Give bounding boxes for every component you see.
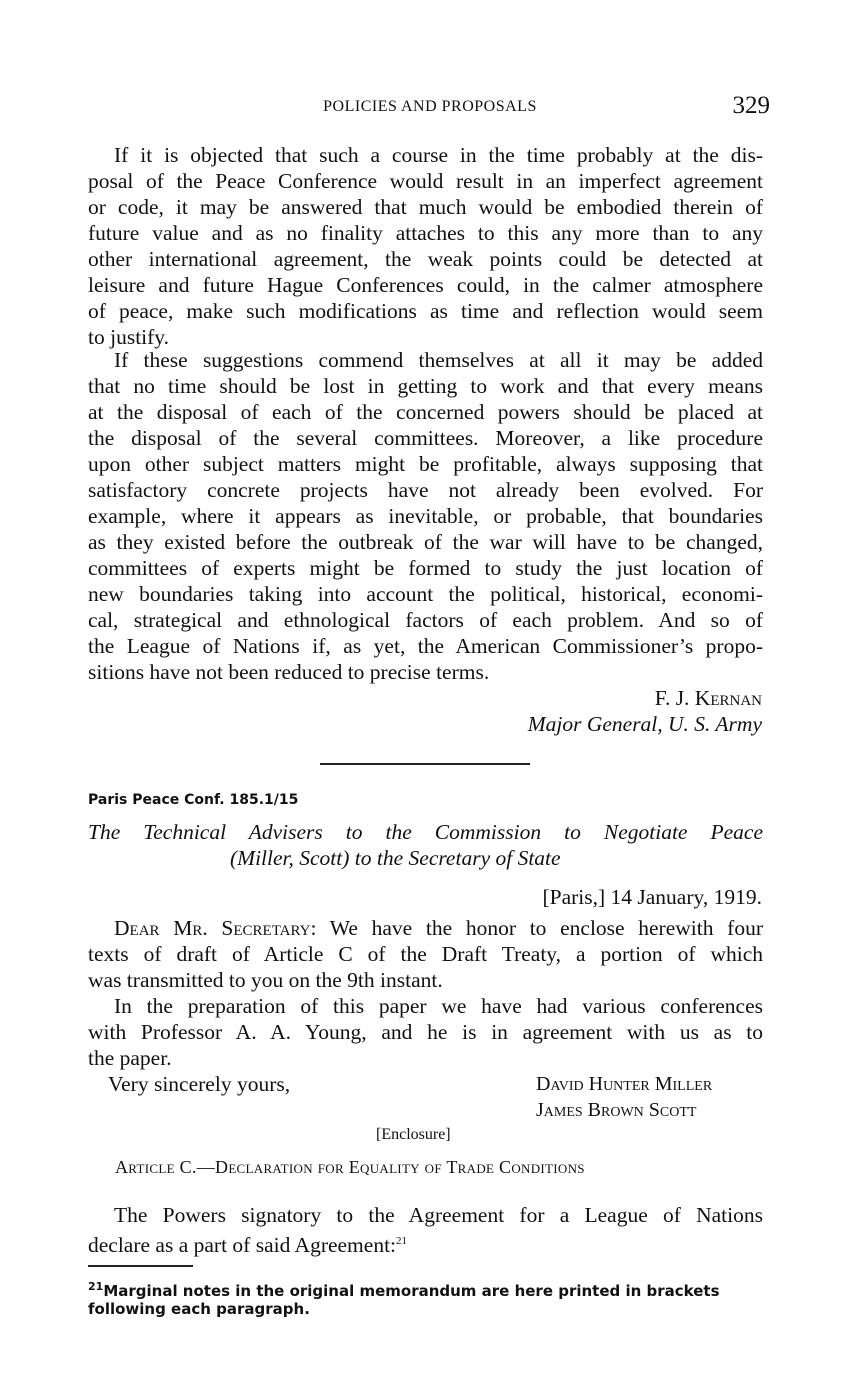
page-number: 329: [732, 92, 770, 119]
text-line: at the disposal of each of the concerned powers should be placed at: [88, 400, 763, 424]
text-line: of peace, make such modifications as time and reflection would seem: [88, 299, 763, 323]
footnote-text: Marginal notes in the original memorandum are here printed in brackets following each paragraph.: [88, 1282, 720, 1318]
footnote-marker: 21: [88, 1280, 104, 1293]
text-line: the paper.: [88, 1046, 172, 1070]
text-line: as they existed before the outbreak of the war will have to be changed,: [88, 530, 763, 554]
document-title-line-2: (Miller, Scott) to the Secretary of State: [230, 846, 561, 870]
letter-closing: Very sincerely yours,: [108, 1072, 291, 1096]
article-text: [88, 1202, 763, 1258]
paragraph-2: [88, 347, 763, 685]
text-line: If these suggestions commend themselves at all it may be added: [114, 348, 763, 372]
letter-paragraph-1: [88, 915, 763, 993]
text-line: to justify.: [88, 325, 170, 349]
text-line: leisure and future Hague Conferences could, in the calmer atmosphere: [88, 273, 763, 297]
text-line: If it is objected that such a course in the time probably at the dis-: [114, 143, 763, 167]
salutation: Dear Mr. Secretary:: [114, 916, 317, 940]
footnote-reference: 21: [396, 1235, 408, 1247]
signer-2: James Brown Scott: [536, 1099, 697, 1121]
footnote: [88, 1278, 763, 1318]
text-line: upon other subject matters might be profitable, always supposing that: [88, 452, 763, 476]
text-line: was transmitted to you on the 9th instant.: [88, 968, 443, 992]
text-line: with Professor A. A. Young, and he is in agreement with us as to: [88, 1020, 763, 1044]
signature-name: F. J. Kernan: [654, 686, 762, 710]
signer-1: David Hunter Miller: [536, 1073, 713, 1095]
text-line: example, where it appears as inevitable, or probable, that boundaries: [88, 504, 763, 528]
section-divider: [320, 763, 530, 765]
text-line: [88, 1228, 763, 1258]
text-line: cal, strategical and ethnological factors of each problem. And so of: [88, 608, 763, 632]
article-title: Article C.—Declaration for Equality of Trade Conditions: [115, 1157, 585, 1177]
text-line: or code, it may be answered that much would be embodied therein of: [88, 195, 763, 219]
text-line: In the preparation of this paper we have had various conferences: [114, 994, 763, 1018]
article-text-end: declare as a part of said Agreement:: [88, 1233, 397, 1258]
footnote-divider: [88, 1265, 193, 1267]
text-line: committees of experts might be formed to study the just location of: [88, 556, 763, 580]
text-line: sitions have not been reduced to precise terms.: [88, 660, 490, 684]
text-line: posal of the Peace Conference would result in an imperfect agreement: [88, 169, 763, 193]
text-line: that no time should be lost in getting to work and that every means: [88, 374, 763, 398]
text-line: The Powers signatory to the Agreement for a League of Nations: [114, 1203, 763, 1227]
letter-date: [Paris,] 14 January, 1919.: [542, 885, 762, 909]
text-line: the disposal of the several committees. Moreover, a like procedure: [88, 426, 763, 450]
text-line: the League of Nations if, as yet, the American Commissioner’s propo-: [88, 634, 763, 658]
salutation-continuation: We have the honor to enclose herewith four: [329, 916, 763, 940]
text-line: [88, 915, 763, 941]
text-line: future value and as no finality attaches to this any more than to any: [88, 221, 763, 245]
document-title-line-1: The Technical Advisers to the Commission to Negotiate Peace: [88, 820, 763, 844]
enclosure-label: [Enclosure]: [376, 1126, 451, 1143]
signature-title: Major General, U. S. Army: [527, 712, 762, 736]
letter-paragraph-2: [88, 993, 763, 1071]
running-title: POLICIES AND PROPOSALS: [323, 98, 537, 115]
text-line: other international agreement, the weak points could be detected at: [88, 247, 763, 271]
text-line: texts of draft of Article C of the Draft Treaty, a portion of which: [88, 942, 763, 966]
file-reference: Paris Peace Conf. 185.1/15: [88, 792, 299, 808]
text-line: new boundaries taking into account the political, historical, economi-: [88, 582, 763, 606]
text-line: satisfactory concrete projects have not already been evolved. For: [88, 478, 763, 502]
paragraph-1: [88, 142, 763, 350]
